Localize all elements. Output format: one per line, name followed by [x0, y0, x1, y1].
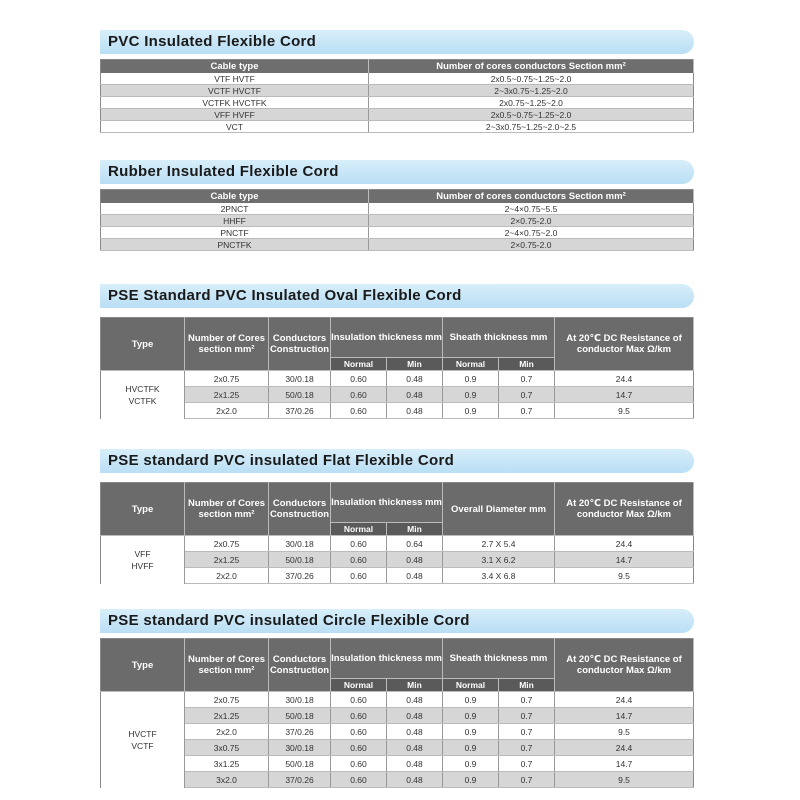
section-banner	[100, 160, 694, 184]
cell-type: VCTF HVCTF	[101, 85, 369, 97]
cell-section: 2~3x0.75~1.25~2.0	[369, 85, 694, 97]
cell-value: 9.5	[555, 724, 694, 740]
cell-value: 3.4 X 6.8	[443, 568, 555, 584]
cell-value: 37/0.26	[269, 403, 331, 419]
cell-value: 0.9	[443, 724, 499, 740]
table-row	[101, 387, 694, 403]
header-cores-section: Number of cores conductors Section mm²	[369, 60, 694, 74]
cell-value: 0.48	[387, 708, 443, 724]
section-rubber-insulated-flexible-cord	[100, 160, 694, 251]
cell-type: HVCTF VCTF	[101, 692, 185, 788]
cell-value: 3.1 X 6.2	[443, 552, 555, 568]
cell-value: 0.7	[499, 708, 555, 724]
cell-value: 0.60	[331, 536, 387, 552]
cell-value: 37/0.26	[269, 724, 331, 740]
cell-value: 0.48	[387, 387, 443, 403]
cell-value: 0.9	[443, 740, 499, 756]
header-construction: Conductors Construction	[269, 639, 331, 692]
cell-value: 2x2.0	[185, 568, 269, 584]
table-row	[101, 227, 694, 239]
header-min: Min	[387, 358, 443, 371]
header-construction: Conductors Construction	[269, 483, 331, 536]
section-title: Rubber Insulated Flexible Cord	[108, 163, 339, 180]
cell-value: 0.7	[499, 387, 555, 403]
cell-value: 0.48	[387, 568, 443, 584]
header-normal: Normal	[443, 358, 499, 371]
cell-type: VTF HVTF	[101, 73, 369, 85]
header-overall-diameter: Overall Diameter mm	[443, 483, 555, 536]
cell-value: 0.48	[387, 724, 443, 740]
cell-value: 3x2.0	[185, 772, 269, 788]
table-row	[101, 85, 694, 97]
cell-value: 37/0.26	[269, 772, 331, 788]
table-row	[101, 740, 694, 756]
cell-section: 2x0.5~0.75~1.25~2.0	[369, 109, 694, 121]
spec-table	[100, 59, 694, 133]
cell-value: 24.4	[555, 536, 694, 552]
section-title: PSE Standard PVC Insulated Oval Flexible Cord	[108, 287, 462, 304]
table-row	[101, 772, 694, 788]
cell-value: 0.7	[499, 756, 555, 772]
cell-section: 2~4×0.75~5.5	[369, 203, 694, 215]
header-cores-section: Number of Cores section mm²	[185, 318, 269, 371]
cell-section: 2~4×0.75~2.0	[369, 227, 694, 239]
section-pse-circle-flexible-cord	[100, 609, 694, 788]
header-cores-section: Number of cores conductors Section mm²	[369, 190, 694, 204]
cell-section: 2x0.75~1.25~2.0	[369, 97, 694, 109]
cell-value: 0.48	[387, 552, 443, 568]
cell-value: 30/0.18	[269, 371, 331, 387]
cell-value: 0.7	[499, 740, 555, 756]
cell-value: 14.7	[555, 708, 694, 724]
cell-value: 9.5	[555, 568, 694, 584]
header-sheath: Sheath thickness mm	[443, 318, 555, 358]
table-row	[101, 73, 694, 85]
cell-value: 0.9	[443, 756, 499, 772]
header-cable-type: Cable type	[101, 60, 369, 74]
spec-table	[100, 189, 694, 251]
cell-value: 50/0.18	[269, 708, 331, 724]
cell-type: VCT	[101, 121, 369, 133]
header-type: Type	[101, 639, 185, 692]
section-title: PSE standard PVC insulated Flat Flexible Cord	[108, 452, 455, 469]
spec-table	[100, 317, 694, 419]
cell-value: 2x0.75	[185, 536, 269, 552]
cell-value: 0.7	[499, 371, 555, 387]
header-normal: Normal	[331, 523, 387, 536]
section-pse-flat-flexible-cord	[100, 449, 694, 584]
cell-value: 0.9	[443, 708, 499, 724]
cell-value: 9.5	[555, 772, 694, 788]
cell-value: 3x1.25	[185, 756, 269, 772]
cell-value: 30/0.18	[269, 692, 331, 708]
table-row	[101, 724, 694, 740]
spec-table	[100, 482, 694, 584]
header-min: Min	[499, 358, 555, 371]
spec-table	[100, 638, 694, 788]
table-row	[101, 552, 694, 568]
header-insulation: Insulation thickness mm	[331, 318, 443, 358]
header-normal: Normal	[443, 679, 499, 692]
cell-type: HVCTFK VCTFK	[101, 371, 185, 419]
table-row	[101, 109, 694, 121]
cell-value: 0.48	[387, 403, 443, 419]
header-resistance: At 20℃ DC Resistance of conductor Max Ω/km	[555, 639, 694, 692]
header-resistance: At 20℃ DC Resistance of conductor Max Ω/km	[555, 483, 694, 536]
cell-value: 0.60	[331, 692, 387, 708]
cell-value: 0.9	[443, 387, 499, 403]
cell-type: 2PNCT	[101, 203, 369, 215]
cell-value: 0.60	[331, 772, 387, 788]
header-cable-type: Cable type	[101, 190, 369, 204]
table-row	[101, 371, 694, 387]
cell-value: 0.48	[387, 756, 443, 772]
header-type: Type	[101, 483, 185, 536]
cell-value: 0.64	[387, 536, 443, 552]
cell-section: 2×0.75-2.0	[369, 239, 694, 251]
section-banner	[100, 284, 694, 308]
header-normal: Normal	[331, 679, 387, 692]
cell-value: 37/0.26	[269, 568, 331, 584]
section-banner	[100, 609, 694, 633]
cell-section: 2~3x0.75~1.25~2.0~2.5	[369, 121, 694, 133]
section-banner	[100, 449, 694, 473]
header-min: Min	[387, 523, 443, 536]
cell-value: 2x0.75	[185, 371, 269, 387]
cell-section: 2×0.75-2.0	[369, 215, 694, 227]
cell-value: 0.60	[331, 724, 387, 740]
cell-value: 0.9	[443, 692, 499, 708]
section-title: PVC Insulated Flexible Cord	[108, 33, 317, 50]
cell-value: 30/0.18	[269, 740, 331, 756]
table-row	[101, 536, 694, 552]
section-pse-oval-flexible-cord	[100, 284, 694, 419]
cell-value: 2.7 X 5.4	[443, 536, 555, 552]
cell-value: 0.7	[499, 724, 555, 740]
cell-type: VFF HVFF	[101, 109, 369, 121]
cell-value: 2x1.25	[185, 708, 269, 724]
header-resistance: At 20℃ DC Resistance of conductor Max Ω/km	[555, 318, 694, 371]
table-row	[101, 692, 694, 708]
cell-type: VCTFK HVCTFK	[101, 97, 369, 109]
cell-value: 0.60	[331, 387, 387, 403]
cell-value: 0.7	[499, 403, 555, 419]
cell-value: 0.7	[499, 772, 555, 788]
cell-type: HHFF	[101, 215, 369, 227]
header-construction: Conductors Construction	[269, 318, 331, 371]
header-sheath: Sheath thickness mm	[443, 639, 555, 679]
cell-value: 50/0.18	[269, 756, 331, 772]
header-insulation: Insulation thickness mm	[331, 639, 443, 679]
cell-value: 50/0.18	[269, 552, 331, 568]
cell-value: 0.48	[387, 772, 443, 788]
cell-value: 2x2.0	[185, 403, 269, 419]
section-pvc-insulated-flexible-cord	[100, 30, 694, 133]
table-row	[101, 708, 694, 724]
cell-value: 24.4	[555, 740, 694, 756]
cell-value: 50/0.18	[269, 387, 331, 403]
cell-value: 0.9	[443, 772, 499, 788]
cell-value: 0.48	[387, 692, 443, 708]
table-row	[101, 756, 694, 772]
cell-value: 0.60	[331, 708, 387, 724]
section-banner	[100, 30, 694, 54]
header-min: Min	[387, 679, 443, 692]
cell-value: 14.7	[555, 387, 694, 403]
cell-value: 0.60	[331, 371, 387, 387]
table-row	[101, 215, 694, 227]
header-cores-section: Number of Cores section mm²	[185, 639, 269, 692]
cell-type: PNCTF	[101, 227, 369, 239]
cell-value: 30/0.18	[269, 536, 331, 552]
cell-value: 0.9	[443, 403, 499, 419]
cell-value: 14.7	[555, 552, 694, 568]
header-min: Min	[499, 679, 555, 692]
table-row	[101, 203, 694, 215]
cell-value: 0.7	[499, 692, 555, 708]
cell-value: 14.7	[555, 756, 694, 772]
table-row	[101, 568, 694, 584]
cell-value: 0.60	[331, 552, 387, 568]
header-type: Type	[101, 318, 185, 371]
cell-value: 2x1.25	[185, 387, 269, 403]
cell-value: 0.60	[331, 568, 387, 584]
cell-value: 24.4	[555, 692, 694, 708]
cell-value: 0.60	[331, 740, 387, 756]
header-normal: Normal	[331, 358, 387, 371]
cell-value: 9.5	[555, 403, 694, 419]
cell-type: PNCTFK	[101, 239, 369, 251]
cell-value: 24.4	[555, 371, 694, 387]
table-row	[101, 403, 694, 419]
cell-value: 2x0.75	[185, 692, 269, 708]
cell-value: 0.48	[387, 371, 443, 387]
cell-value: 0.9	[443, 371, 499, 387]
cell-value: 0.60	[331, 756, 387, 772]
cell-value: 0.48	[387, 740, 443, 756]
table-row	[101, 97, 694, 109]
table-row	[101, 121, 694, 133]
cell-type: VFF HVFF	[101, 536, 185, 584]
table-row	[101, 239, 694, 251]
cell-value: 3x0.75	[185, 740, 269, 756]
cell-value: 2x2.0	[185, 724, 269, 740]
header-cores-section: Number of Cores section mm²	[185, 483, 269, 536]
cell-section: 2x0.5~0.75~1.25~2.0	[369, 73, 694, 85]
section-title: PSE standard PVC insulated Circle Flexible Cord	[108, 612, 470, 629]
cell-value: 0.60	[331, 403, 387, 419]
header-insulation: Insulation thickness mm	[331, 483, 443, 523]
cell-value: 2x1.25	[185, 552, 269, 568]
